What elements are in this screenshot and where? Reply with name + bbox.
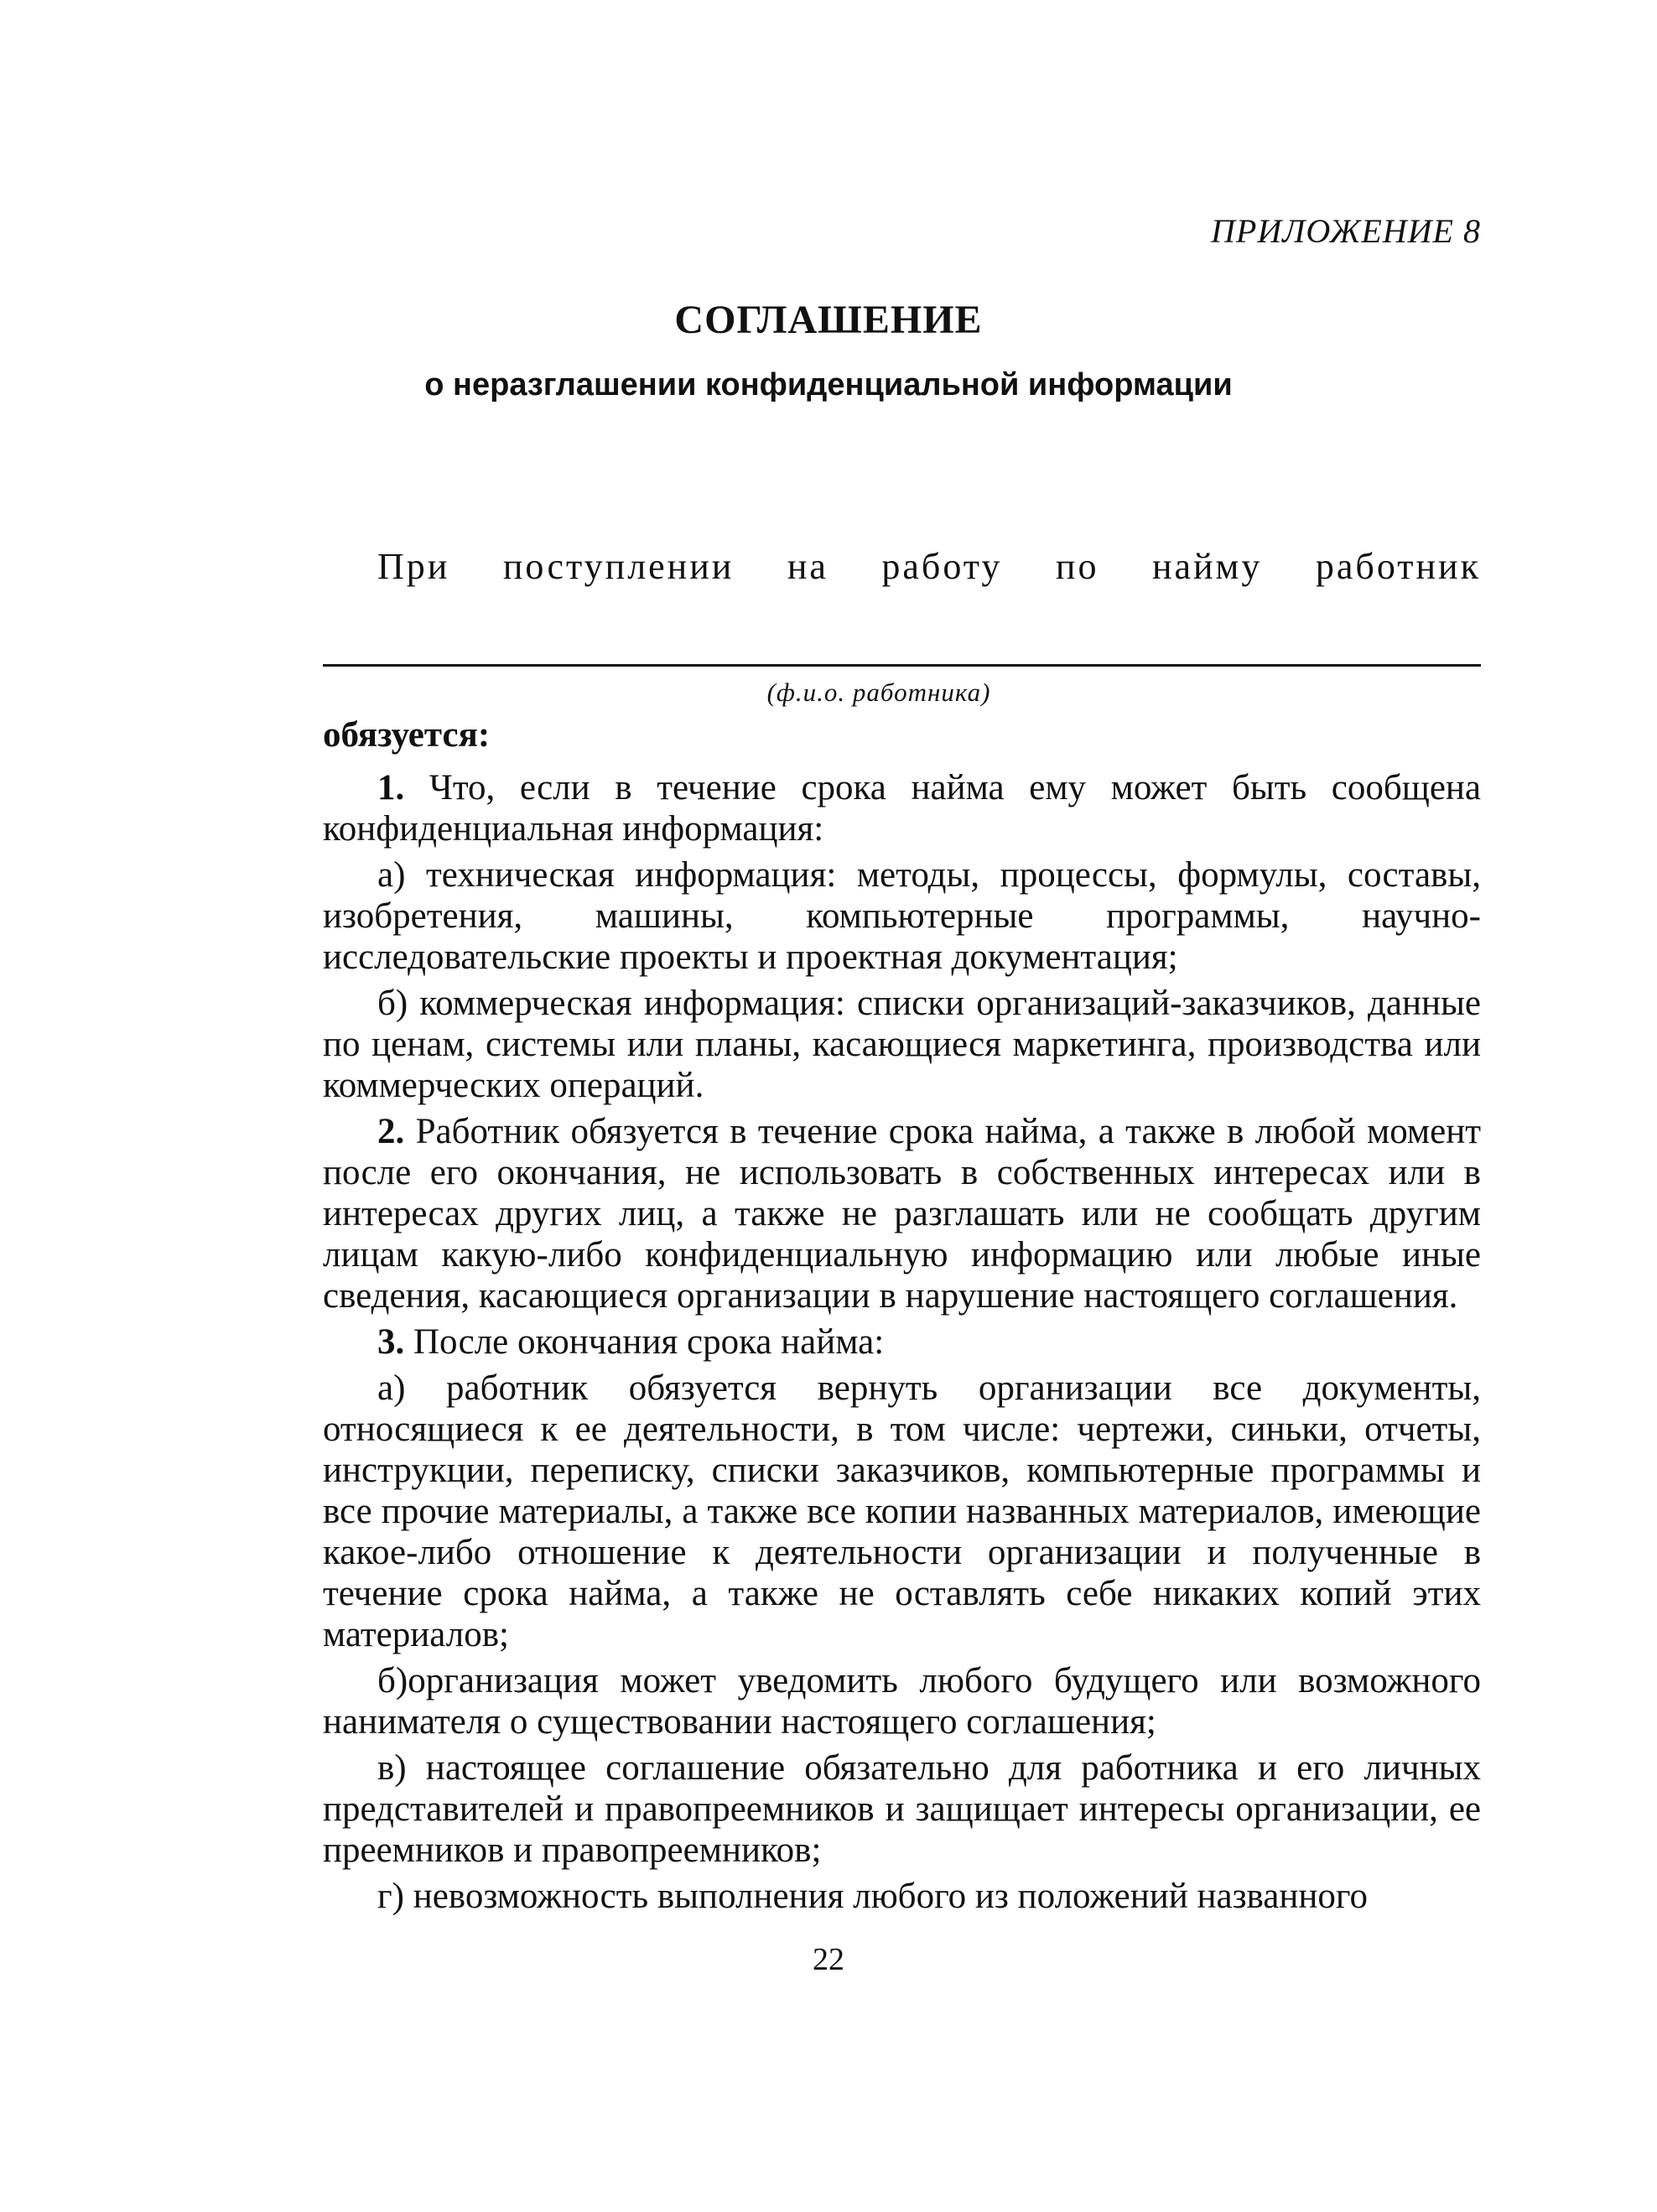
- paragraph: [323, 1876, 1481, 1917]
- signature-line: [323, 664, 1481, 667]
- paragraph: [323, 1660, 1481, 1742]
- intro-word: При: [377, 546, 450, 587]
- paragraph-text: Что, если в течение срока найма ему может быть сообщена конфиденциальная информация:: [323, 768, 1481, 849]
- signature-caption: (ф.и.о. работника): [766, 678, 991, 707]
- body-text: [323, 767, 1481, 1922]
- obliges-label: обязуется:: [323, 715, 491, 755]
- intro-word: поступлении: [502, 546, 735, 587]
- page-number: 22: [813, 1942, 844, 1977]
- paragraph-number: 1.: [377, 768, 405, 807]
- paragraph-text: а) техническая информация: методы, процессы, формулы, составы, изобретения, машины, компьютерные программы, научно-исследовательские проекты и проектная документация;: [323, 855, 1481, 977]
- paragraph-number: 3.: [377, 1322, 405, 1362]
- paragraph: [323, 854, 1481, 978]
- paragraph-text: в) настоящее соглашение обязательно для работника и его личных представителей и правопреемников и защищает интересы организации, ее преемников и правопреемников;: [323, 1748, 1481, 1870]
- paragraph-text: а) работник обязуется вернуть организации все документы, относящиеся к ее деятельности, в том числе: чертежи, синьки, отчеты, инструкции, переписку, списки заказчиков, компьютерные программы и все прочие материалы, а также все копии названных материалов, имеющие какое-либо отношение к деятельности организации и полученные в течение срока найма, а также не оставлять себе никаких копий этих материалов;: [323, 1368, 1481, 1654]
- intro-word: работник: [1315, 546, 1481, 587]
- intro-word: работу: [881, 546, 1003, 587]
- paragraph-text: б)организация может уведомить любого будущего или возможного нанимателя о существовании настоящего соглашения;: [323, 1661, 1481, 1742]
- paragraph-text: б) коммерческая информация: списки организаций-заказчиков, данные по ценам, системы или планы, касающиеся маркетинга, производства или коммерческих операций.: [323, 984, 1481, 1105]
- intro-word: по: [1055, 546, 1099, 587]
- paragraph: [323, 983, 1481, 1106]
- paragraph: [323, 1321, 1481, 1363]
- paragraph-text: После окончания срока найма:: [404, 1322, 885, 1362]
- document-subtitle: о неразглашении конфиденциальной информации: [424, 367, 1233, 402]
- paragraph-text: Работник обязуется в течение срока найма, а также в любой момент после его окончания, не использовать в собственных интересах или в интересах других лиц, а также не разглашать или не сообщать другим лицам какую-либо конфиденциальную информацию или любые иные сведения, касающиеся организации в нарушение настоящего соглашения.: [323, 1112, 1481, 1316]
- paragraph: [323, 1368, 1481, 1655]
- paragraph-text: г) невозможность выполнения любого из положений названного: [377, 1877, 1368, 1916]
- intro-word: найму: [1151, 546, 1263, 587]
- paragraph: [323, 1111, 1481, 1316]
- document-title: СОГЛАШЕНИЕ: [674, 298, 983, 342]
- paragraph: [323, 1747, 1481, 1871]
- intro-line: [377, 545, 1481, 588]
- intro-word: на: [787, 546, 828, 587]
- paragraph-number: 2.: [377, 1112, 405, 1151]
- paragraph: [323, 767, 1481, 849]
- appendix-label: ПРИЛОЖЕНИЕ 8: [1211, 212, 1481, 250]
